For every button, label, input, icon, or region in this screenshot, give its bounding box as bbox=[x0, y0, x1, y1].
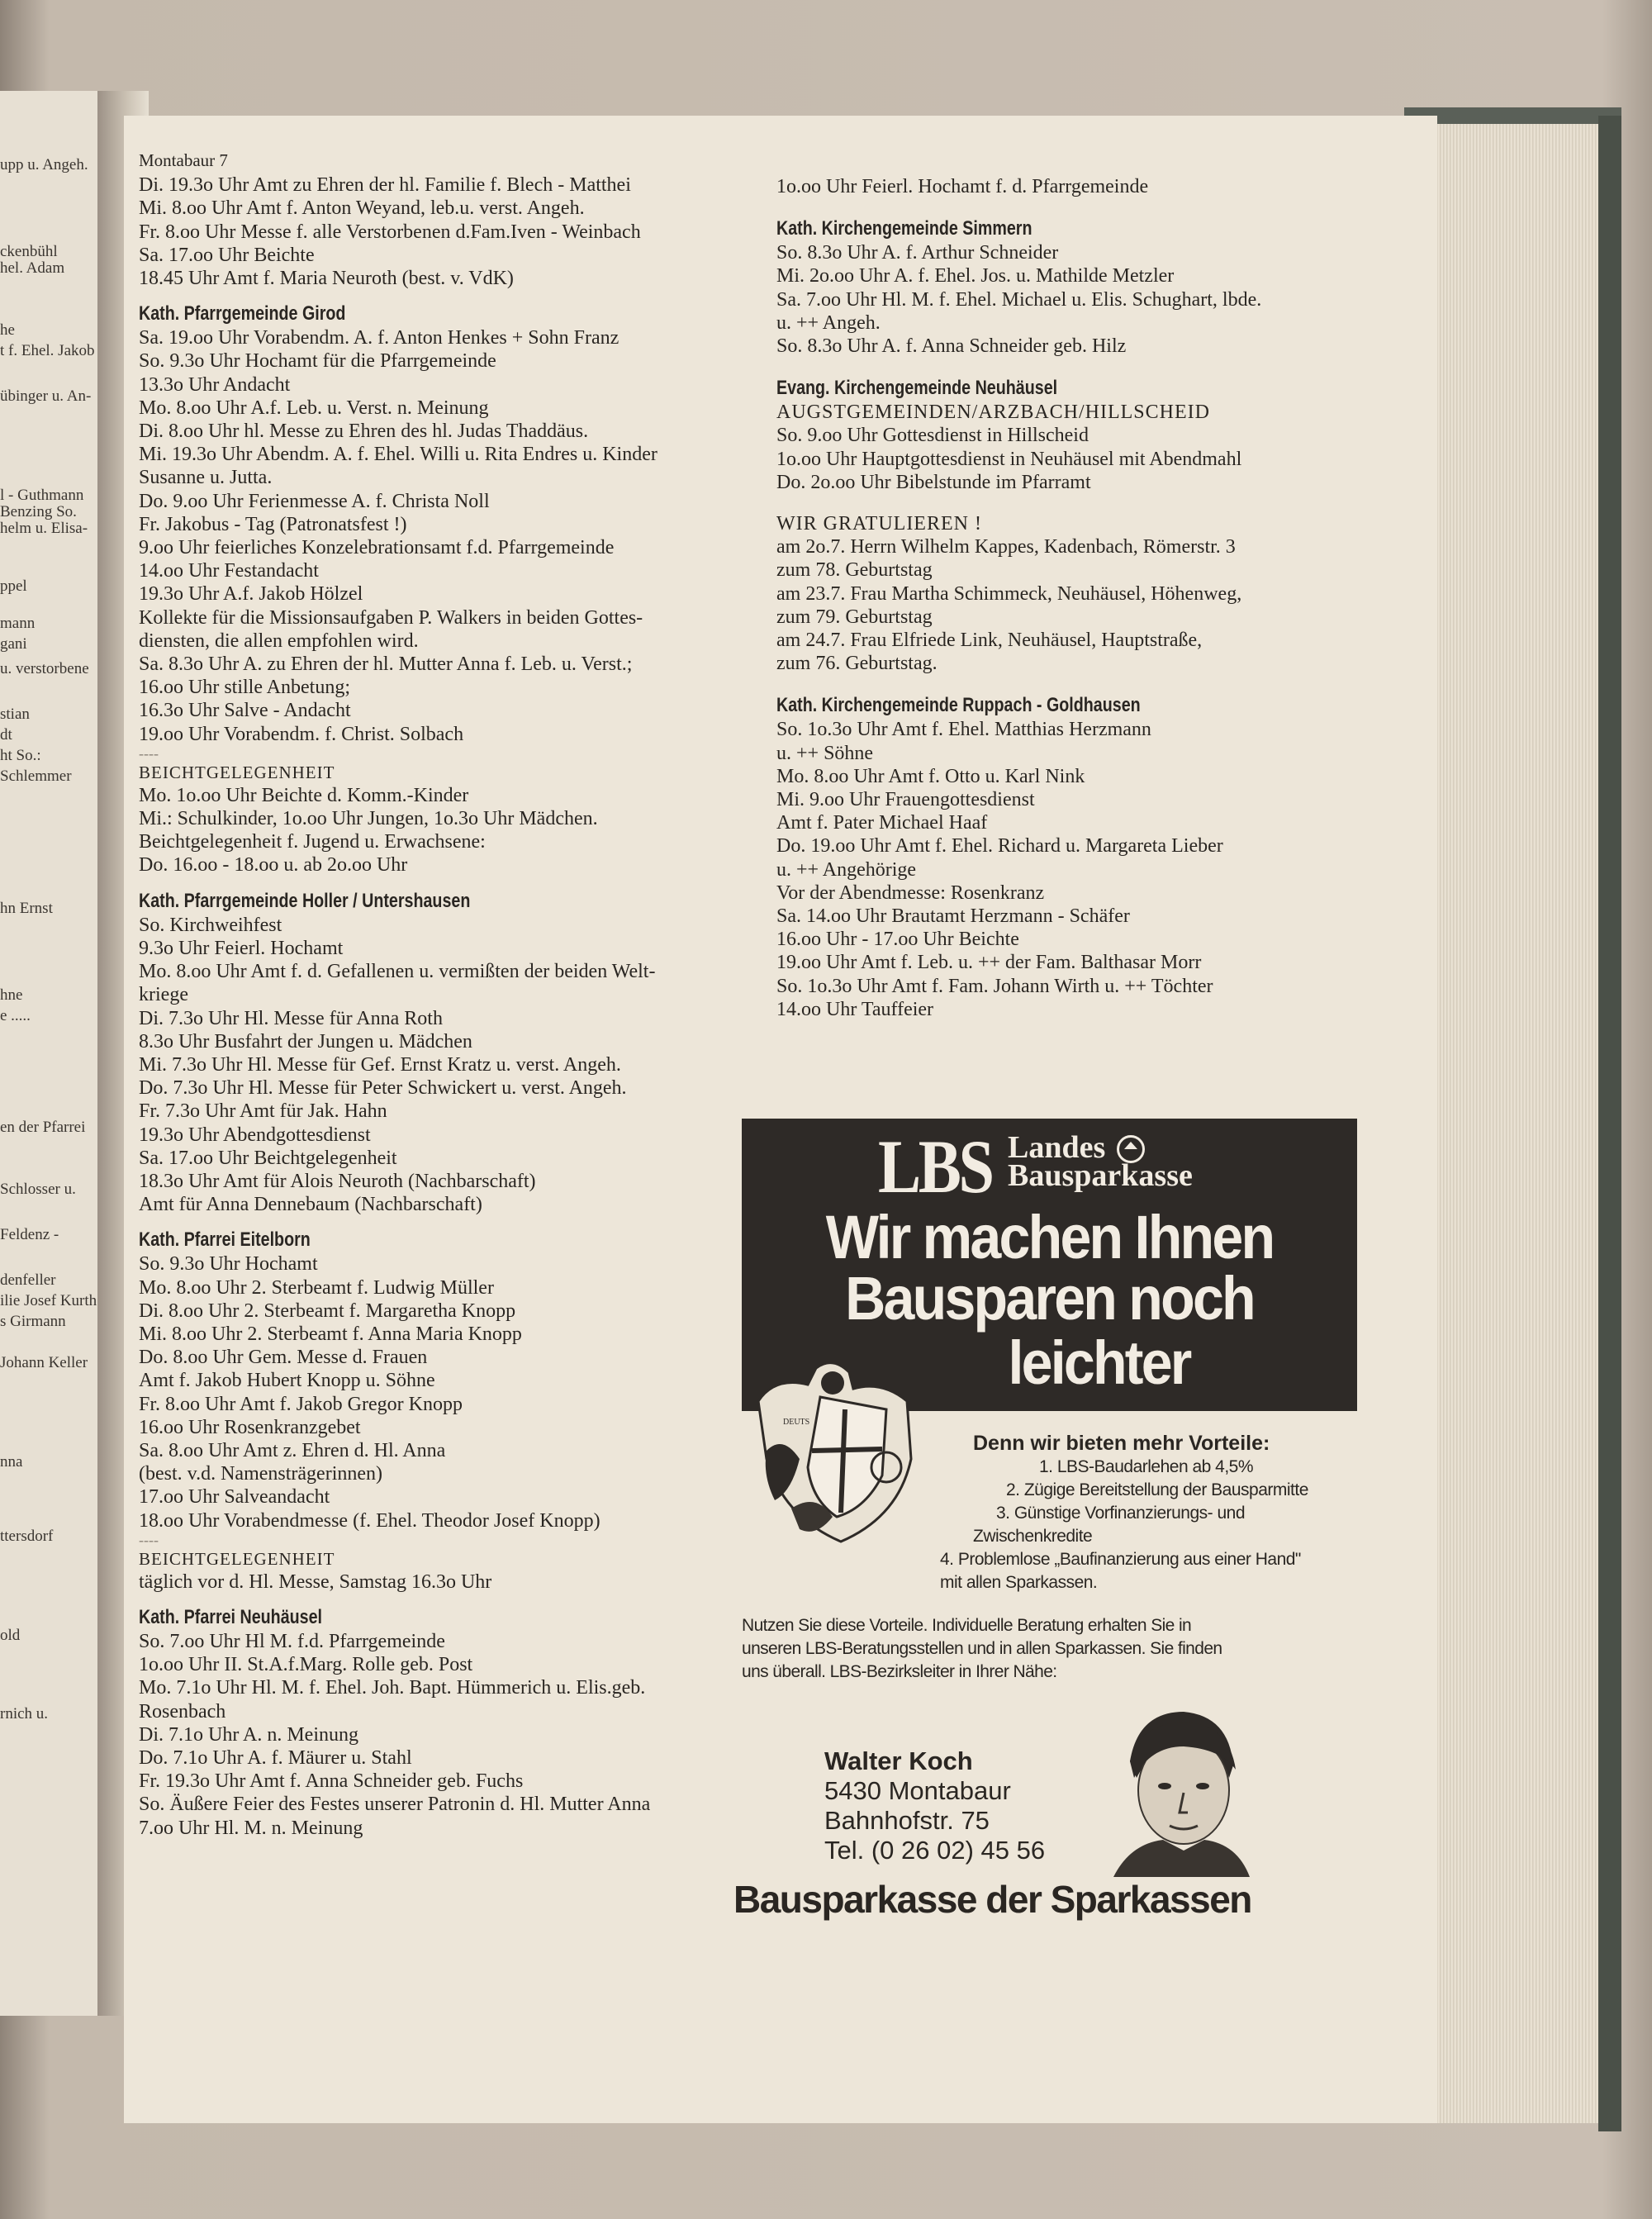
text-line: Fr. 8.oo Uhr Amt f. Jakob Gregor Knopp bbox=[139, 1393, 463, 1415]
text-line: Mo. 8.oo Uhr Amt f. Otto u. Karl Nink bbox=[776, 765, 1085, 787]
text-line: Fr. 8.oo Uhr Messe f. alle Verstorbenen d.Fam.Iven - Weinbach bbox=[139, 221, 641, 243]
text-line: Mi. 7.3o Uhr Hl. Messe für Gef. Ernst Kratz u. verst. Angeh. bbox=[139, 1053, 621, 1076]
text-line: u. ++ Angehörige bbox=[776, 858, 917, 881]
text-line: Beichtgelegenheit f. Jugend u. Erwachsene: bbox=[139, 831, 486, 853]
text-line: Sa. 17.oo Uhr Beichtgelegenheit bbox=[139, 1147, 397, 1169]
left-page-fragment: hn Ernst bbox=[0, 900, 53, 917]
gratulation-lines bbox=[776, 535, 1355, 675]
left-page-fragment: Schlemmer bbox=[0, 767, 72, 785]
left-page-fragment: ppel bbox=[0, 577, 27, 595]
left-page-fragment: mann bbox=[0, 615, 36, 632]
text-line: So. 9.oo Uhr Gottesdienst in Hillscheid bbox=[776, 425, 1089, 447]
book-cover bbox=[1598, 116, 1621, 2131]
text-line: Do. 7.3o Uhr Hl. Messe für Peter Schwickert u. verst. Angeh. bbox=[139, 1077, 627, 1100]
text-line: Fr. 19.3o Uhr Amt f. Anna Schneider geb. Fuchs bbox=[139, 1770, 524, 1793]
text-line: Do. 16.oo - 18.oo u. ab 2o.oo Uhr bbox=[139, 854, 408, 877]
left-page-fragment: stian bbox=[0, 706, 30, 723]
gratulation-heading: WIR GRATULIEREN ! bbox=[776, 513, 982, 535]
evang-lines bbox=[776, 424, 1355, 494]
ad-body-text bbox=[742, 1614, 1357, 1684]
lbs-logo: LBS bbox=[878, 1124, 992, 1209]
text-line: Fr. Jakobus - Tag (Patronatsfest !) bbox=[139, 513, 407, 535]
text-line: Amt f. Pater Michael Haaf bbox=[776, 812, 988, 834]
intro-block bbox=[139, 173, 742, 290]
ruppach-lines bbox=[776, 718, 1355, 1021]
text-line: Mi. 2o.oo Uhr A. f. Ehel. Jos. u. Mathilde Metzler bbox=[776, 265, 1175, 287]
text-line: 19.oo Uhr Vorabendm. f. Christ. Solbach bbox=[139, 723, 464, 745]
eitelborn-heading: Kath. Pfarrei Eitelborn bbox=[139, 1228, 311, 1252]
text-line: am 2o.7. Herrn Wilhelm Kappes, Kadenbach, Römerstr. 3 bbox=[776, 536, 1236, 558]
benefit-item: Zwischenkredite bbox=[973, 1527, 1093, 1546]
eitelborn-lines bbox=[139, 1252, 742, 1532]
text-line: Mo. 7.1o Uhr Hl. M. f. Ehel. Joh. Bapt. Hümmerich u. Elis.geb. bbox=[139, 1677, 646, 1699]
text-line: u. ++ Söhne bbox=[776, 742, 874, 764]
text-line: am 24.7. Frau Elfriede Link, Neuhäusel, Hauptstraße, bbox=[776, 630, 1203, 652]
eitelborn-beicht-lines bbox=[139, 1570, 742, 1594]
text-line: Mo. 8.oo Uhr 2. Sterbeamt f. Ludwig Müller bbox=[139, 1276, 494, 1299]
neuhaeusel-lines bbox=[139, 1630, 742, 1840]
text-line: 8.3o Uhr Busfahrt der Jungen u. Mädchen bbox=[139, 1030, 472, 1052]
contact-name: Walter Koch bbox=[824, 1746, 973, 1775]
text-line: Do. 8.oo Uhr Gem. Messe d. Frauen bbox=[139, 1347, 428, 1369]
left-page-fragment: ht So.: bbox=[0, 747, 41, 764]
text-line: Di. 8.oo Uhr hl. Messe zu Ehren des hl. Judas Thaddäus. bbox=[139, 421, 589, 443]
benefit-item: 1. LBS-Baudarlehen ab 4,5% bbox=[1039, 1457, 1254, 1476]
left-page-fragment: old bbox=[0, 1627, 21, 1644]
benefits-block bbox=[940, 1431, 1357, 1594]
benefits-heading: Denn wir bieten mehr Vorteile: bbox=[973, 1432, 1270, 1455]
text-line: Kollekte für die Missionsaufgaben P. Walkers in beiden Gottes- bbox=[139, 606, 643, 629]
simmern-lines bbox=[776, 241, 1355, 358]
text-line: 19.3o Uhr A.f. Jakob Hölzel bbox=[139, 583, 363, 606]
text-line: 16.oo Uhr Rosenkranzgebet bbox=[139, 1416, 361, 1438]
text-line: zum 79. Geburtstag bbox=[776, 606, 933, 628]
text-line: Do. 2o.oo Uhr Bibelstunde im Pfarramt bbox=[776, 471, 1091, 493]
left-page-fragment: denfeller bbox=[0, 1271, 56, 1289]
benefit-item: 3. Günstige Vorfinanzierungs- und bbox=[996, 1504, 1246, 1523]
text-line: 13.3o Uhr Andacht bbox=[139, 373, 291, 396]
text-line: Mi. 19.3o Uhr Abendm. A. f. Ehel. Willi u. Rita Endres u. Kinder bbox=[139, 444, 657, 466]
left-page-fragment: e ..... bbox=[0, 1007, 31, 1024]
text-line: 16.oo Uhr stille Anbetung; bbox=[139, 677, 350, 699]
text-line: Amt für Anna Dennebaum (Nachbarschaft) bbox=[139, 1194, 482, 1216]
book-page-edges bbox=[1437, 124, 1602, 2123]
lbs-advertisement bbox=[733, 1119, 1357, 1921]
text-line: Rosenbach bbox=[139, 1700, 226, 1722]
contact-block bbox=[824, 1746, 1045, 1865]
text-line: Mo. 1o.oo Uhr Beichte d. Komm.-Kinder bbox=[139, 784, 469, 806]
text-line: 1o.oo Uhr II. St.A.f.Marg. Rolle geb. Post bbox=[139, 1654, 473, 1676]
footer-slogan: Bausparkasse der Sparkassen bbox=[733, 1878, 1251, 1921]
lbs-logo-line2: Bausparkasse bbox=[1008, 1158, 1193, 1193]
text-line: kriege bbox=[139, 984, 188, 1006]
text-line: Mo. 8.oo Uhr A.f. Leb. u. Verst. n. Meinung bbox=[139, 397, 489, 419]
girod-beicht-lines bbox=[139, 784, 742, 877]
text-line: Di. 7.1o Uhr A. n. Meinung bbox=[139, 1723, 358, 1746]
text-line: Mi.: Schulkinder, 1o.oo Uhr Jungen, 1o.3o Uhr Mädchen. bbox=[139, 808, 598, 830]
girod-beicht-heading: BEICHTGELEGENHEIT bbox=[139, 762, 335, 782]
ad-body-line: Nutzen Sie diese Vorteile. Individuelle Beratung erhalten Sie in bbox=[742, 1616, 1192, 1635]
text-line: Amt f. Jakob Hubert Knopp u. Söhne bbox=[139, 1370, 435, 1392]
left-page-fragment: übinger u. An- bbox=[0, 387, 92, 405]
text-line: u. ++ Angeh. bbox=[776, 311, 881, 334]
text-line: zum 78. Geburtstag bbox=[776, 559, 933, 582]
left-page-fragment: upp u. Angeh. bbox=[0, 156, 88, 173]
text-line: 17.oo Uhr Salveandacht bbox=[139, 1486, 330, 1509]
contact-street: Bahnhofstr. 75 bbox=[824, 1806, 990, 1835]
text-line: zum 76. Geburtstag. bbox=[776, 653, 938, 675]
text-line: 14.oo Uhr Tauffeier bbox=[776, 998, 934, 1020]
holler-heading: Kath. Pfarrgemeinde Holler / Untershausen bbox=[139, 889, 471, 912]
text-line: täglich vor d. Hl. Messe, Samstag 16.3o Uhr bbox=[139, 1570, 492, 1593]
ruppach-heading: Kath. Kirchengemeinde Ruppach - Goldhausen bbox=[776, 694, 1141, 717]
text-line: So. 9.3o Uhr Hochamt für die Pfarrgemeinde bbox=[139, 350, 496, 373]
girod-lines bbox=[139, 326, 742, 746]
text-line: Fr. 7.3o Uhr Amt für Jak. Hahn bbox=[139, 1100, 387, 1123]
left-page-fragment: Johann Keller bbox=[0, 1354, 88, 1371]
portrait-photo bbox=[1105, 1703, 1254, 1877]
text-line: Di. 19.3o Uhr Amt zu Ehren der hl. Familie f. Blech - Matthei bbox=[139, 174, 631, 197]
simmern-heading: Kath. Kirchengemeinde Simmern bbox=[776, 217, 1032, 240]
left-page-fragment: Feldenz - bbox=[0, 1226, 59, 1243]
evang-subheading: AUGSTGEMEINDEN/ARZBACH/HILLSCHEID bbox=[776, 402, 1210, 424]
left-page-fragment: Schlosser u. bbox=[0, 1181, 76, 1198]
text-line: Do. 19.oo Uhr Amt f. Ehel. Richard u. Margareta Lieber bbox=[776, 835, 1223, 858]
text-line: Sa. 17.oo Uhr Beichte bbox=[139, 244, 315, 266]
left-page-fragment: hel. Adam bbox=[0, 259, 65, 277]
text-line: Susanne u. Jutta. bbox=[139, 467, 273, 489]
right-column bbox=[776, 175, 1355, 1021]
text-line: Vor der Abendmesse: Rosenkranz bbox=[776, 881, 1045, 904]
running-head: Montabaur 7 bbox=[139, 150, 228, 170]
holler-lines bbox=[139, 914, 742, 1217]
text-line: Mo. 8.oo Uhr Amt f. d. Gefallenen u. vermißten der beiden Welt- bbox=[139, 961, 656, 983]
text-line: (best. v.d. Namensträgerinnen) bbox=[139, 1463, 383, 1485]
text-line: Do. 9.oo Uhr Ferienmesse A. f. Christa Noll bbox=[139, 490, 490, 512]
slogan-line-2: Bausparen noch bbox=[845, 1264, 1254, 1333]
text-line: 14.oo Uhr Festandacht bbox=[139, 560, 319, 582]
left-page-fragment: u. verstorbene bbox=[0, 660, 89, 677]
girod-divider: ---- bbox=[139, 744, 159, 762]
left-page-fragment: s Girmann bbox=[0, 1313, 66, 1330]
crest-text: DEUTS bbox=[783, 1418, 810, 1427]
contact-phone: Tel. (0 26 02) 45 56 bbox=[824, 1836, 1046, 1865]
left-page-fragment: ttersdorf bbox=[0, 1528, 54, 1545]
text-line: So. 8.3o Uhr A. f. Anna Schneider geb. Hilz bbox=[776, 335, 1127, 358]
left-page-fragment: rnich u. bbox=[0, 1705, 49, 1722]
benefit-item: 2. Zügige Bereitstellung der Bausparmitte bbox=[1006, 1480, 1308, 1499]
benefit-item: mit allen Sparkassen. bbox=[940, 1573, 1098, 1592]
left-page-fragment: he bbox=[0, 321, 15, 339]
text-line: Sa. 8.3o Uhr A. zu Ehren der hl. Mutter Anna f. Leb. u. Verst.; bbox=[139, 653, 633, 676]
text-line: Do. 7.1o Uhr A. f. Mäurer u. Stahl bbox=[139, 1746, 412, 1769]
text-line: Mi. 8.oo Uhr 2. Sterbeamt f. Anna Maria Knopp bbox=[139, 1323, 522, 1345]
eitelborn-divider: ---- bbox=[139, 1531, 159, 1548]
text-line: 16.oo Uhr - 17.oo Uhr Beichte bbox=[776, 929, 1019, 951]
slogan-line-3: leichter bbox=[1008, 1328, 1190, 1397]
text-line: So. 9.3o Uhr Hochamt bbox=[139, 1253, 318, 1276]
text-line: 9.oo Uhr feierliches Konzelebrationsamt f.d. Pfarrgemeinde bbox=[139, 537, 615, 559]
lbs-logo-line1: Landes bbox=[1008, 1130, 1106, 1165]
left-page-fragment: ilie Josef Kurth bbox=[0, 1292, 97, 1309]
left-page-fragment: nna bbox=[0, 1453, 23, 1471]
benefit-item: 4. Problemlose „Baufinanzierung aus einer Hand" bbox=[940, 1550, 1301, 1569]
left-page-fragment: dt bbox=[0, 726, 12, 744]
text-line: 19.3o Uhr Abendgottesdienst bbox=[139, 1124, 371, 1146]
text-line: Di. 7.3o Uhr Hl. Messe für Anna Roth bbox=[139, 1007, 443, 1029]
text-line: diensten, die allen empfohlen wird. bbox=[139, 630, 419, 652]
text-line: 18.45 Uhr Amt f. Maria Neuroth (best. v. VdK) bbox=[139, 268, 514, 290]
text-line: 19.oo Uhr Amt f. Leb. u. ++ der Fam. Balthasar Morr bbox=[776, 952, 1202, 974]
eitelborn-beicht-heading: BEICHTGELEGENHEIT bbox=[139, 1548, 335, 1569]
text-line: So. 7.oo Uhr Hl M. f.d. Pfarrgemeinde bbox=[139, 1630, 445, 1652]
text-line: 9.3o Uhr Feierl. Hochamt bbox=[139, 937, 344, 959]
text-line: So. 1o.3o Uhr Amt f. Ehel. Matthias Herzmann bbox=[776, 719, 1151, 741]
text-line: So. 8.3o Uhr A. f. Arthur Schneider bbox=[776, 242, 1059, 264]
left-page-fragment: Benzing So. bbox=[0, 503, 77, 520]
left-page-fragment: ckenbühl bbox=[0, 243, 58, 260]
ad-body-line: uns überall. LBS-Bezirksleiter in Ihrer Nähe: bbox=[742, 1662, 1057, 1681]
right-intro-line: 1o.oo Uhr Feierl. Hochamt f. d. Pfarrgemeinde bbox=[776, 176, 1149, 197]
left-page-fragment: t f. Ehel. Jakob bbox=[0, 342, 95, 359]
text-line: Sa. 7.oo Uhr Hl. M. f. Ehel. Michael u. Elis. Schughart, lbde. bbox=[776, 288, 1262, 311]
text-line: 16.3o Uhr Salve - Andacht bbox=[139, 700, 351, 722]
left-page-fragment: en der Pfarrei bbox=[0, 1119, 86, 1136]
text-line: So. Äußere Feier des Festes unserer Patronin d. Hl. Mutter Anna bbox=[139, 1794, 651, 1816]
crest-illustration bbox=[742, 1352, 940, 1550]
left-page-fragment: gani bbox=[0, 635, 27, 653]
text-line: 1o.oo Uhr Hauptgottesdienst in Neuhäusel mit Abendmahl bbox=[776, 448, 1242, 470]
text-line: 7.oo Uhr Hl. M. n. Meinung bbox=[139, 1817, 363, 1839]
text-line: So. Kirchweihfest bbox=[139, 914, 282, 936]
text-line: Sa. 8.oo Uhr Amt z. Ehren d. Hl. Anna bbox=[139, 1439, 446, 1461]
left-page-fragment: hne bbox=[0, 986, 23, 1004]
girod-heading: Kath. Pfarrgemeinde Girod bbox=[139, 302, 346, 325]
text-line: Mi. 9.oo Uhr Frauengottesdienst bbox=[776, 789, 1035, 811]
left-page-fragment: helm u. Elisa- bbox=[0, 520, 88, 537]
left-page-fragment: l - Guthmann bbox=[0, 487, 84, 504]
text-line: Di. 8.oo Uhr 2. Sterbeamt f. Margaretha Knopp bbox=[139, 1300, 516, 1322]
evang-heading: Evang. Kirchengemeinde Neuhäusel bbox=[776, 377, 1058, 400]
slogan-line-1: Wir machen Ihnen bbox=[825, 1203, 1274, 1271]
text-line: Mi. 8.oo Uhr Amt f. Anton Weyand, leb.u. verst. Angeh. bbox=[139, 197, 585, 220]
text-line: 18.oo Uhr Vorabendmesse (f. Ehel. Theodor Josef Knopp) bbox=[139, 1509, 601, 1532]
text-line: Sa. 19.oo Uhr Vorabendm. A. f. Anton Henkes + Sohn Franz bbox=[139, 327, 620, 349]
text-line: Sa. 14.oo Uhr Brautamt Herzmann - Schäfer bbox=[776, 905, 1130, 928]
neuhaeusel-heading: Kath. Pfarrei Neuhäusel bbox=[139, 1605, 323, 1628]
contact-city: 5430 Montabaur bbox=[824, 1776, 1011, 1805]
left-column bbox=[139, 149, 742, 1840]
text-line: 18.3o Uhr Amt für Alois Neuroth (Nachbarschaft) bbox=[139, 1170, 536, 1192]
ad-body-line: unseren LBS-Beratungsstellen und in allen Sparkassen. Sie finden bbox=[742, 1639, 1222, 1658]
text-line: am 23.7. Frau Martha Schimmeck, Neuhäusel, Höhenweg, bbox=[776, 582, 1242, 605]
text-line: So. 1o.3o Uhr Amt f. Fam. Johann Wirth u. ++ Töchter bbox=[776, 975, 1213, 997]
